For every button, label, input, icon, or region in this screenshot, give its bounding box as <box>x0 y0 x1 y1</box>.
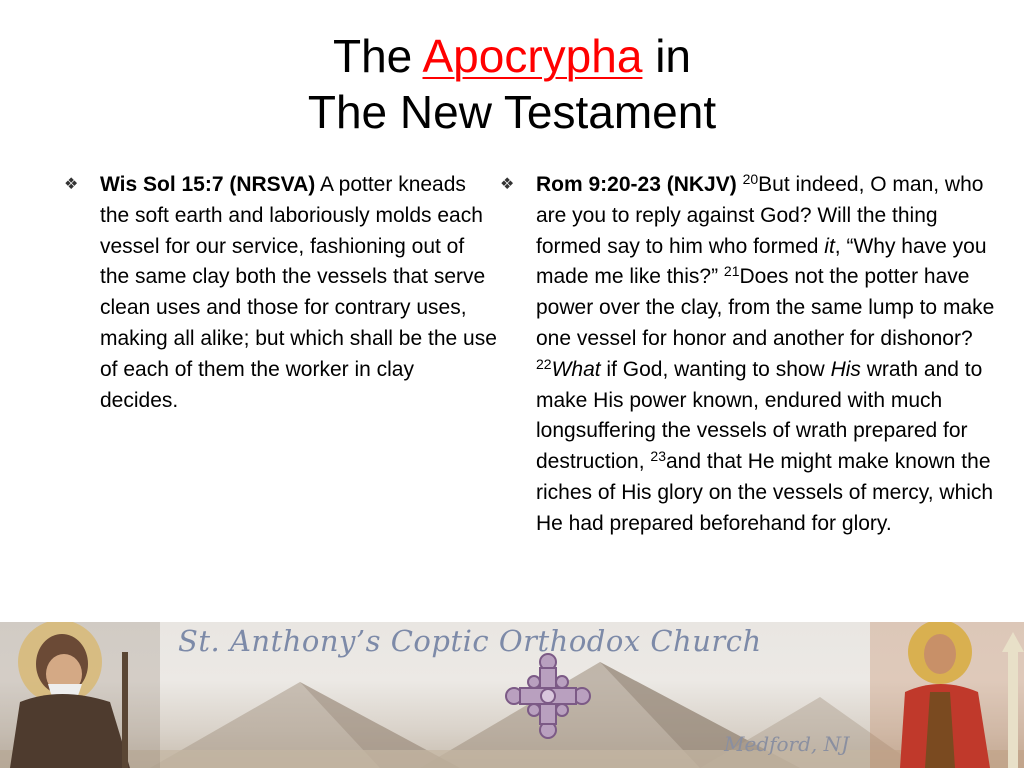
bullet-wisdom <box>64 170 498 416</box>
diamond-dots-icon: ❖ <box>64 176 79 193</box>
saint-icon-left <box>0 622 160 768</box>
bullet-reference: Rom 9:20-23 (NKJV) <box>536 173 737 196</box>
verse-number: 20 <box>742 171 759 187</box>
title-prefix: The <box>332 30 423 82</box>
bullet-text: A potter kneads the soft earth and laboriously molds each vessel for our service, fashioning out of the same clay both the vessels that serve clean uses and those for contrary uses, making all alike; but which shall be the use of each of them the worker in clay decides. <box>100 173 497 412</box>
verse-italic: His <box>830 357 861 381</box>
verse-text: wrath and to make His power known, endured with much longsuffering the vessels of wrath prepared for destruction, <box>536 357 983 474</box>
diamond-dots-icon: ❖ <box>500 176 515 193</box>
verse-text: But indeed, O man, who are you to reply against God? Will the thing formed say to him who formed <box>536 173 984 258</box>
slide-title <box>0 28 1024 140</box>
title-accent: Apocrypha <box>422 30 643 82</box>
bullet-romans <box>500 170 1000 540</box>
verse-number: 21 <box>723 263 740 280</box>
verse-number: 22 <box>536 355 552 372</box>
verse-text: and that He might make known the riches of His glory on the vessels of mercy, which He had prepared beforehand for glory. <box>536 450 994 535</box>
title-line2: The New Testament <box>307 86 717 138</box>
saint-icon-right <box>870 622 1024 768</box>
church-name: St. Anthony’s Coptic Orthodox Church <box>178 624 762 658</box>
church-location: Medford, NJ <box>724 732 850 756</box>
verse-italic: it <box>824 234 835 258</box>
church-banner <box>0 622 1024 768</box>
verse-number: 23 <box>650 448 666 465</box>
verse-italic: What <box>551 357 601 381</box>
verse-text: , “Why have you made me like this?” <box>536 234 987 289</box>
title-suffix: in <box>642 30 692 82</box>
verse-text: if God, wanting to show <box>600 357 831 381</box>
right-column <box>500 170 1000 540</box>
verse-text: Does not the potter have power over the clay, from the same lump to make one vessel for honor and another for dishonor? <box>536 265 995 350</box>
bullet-reference: Wis Sol 15:7 (NRSVA) <box>100 173 316 196</box>
left-column <box>64 170 498 416</box>
